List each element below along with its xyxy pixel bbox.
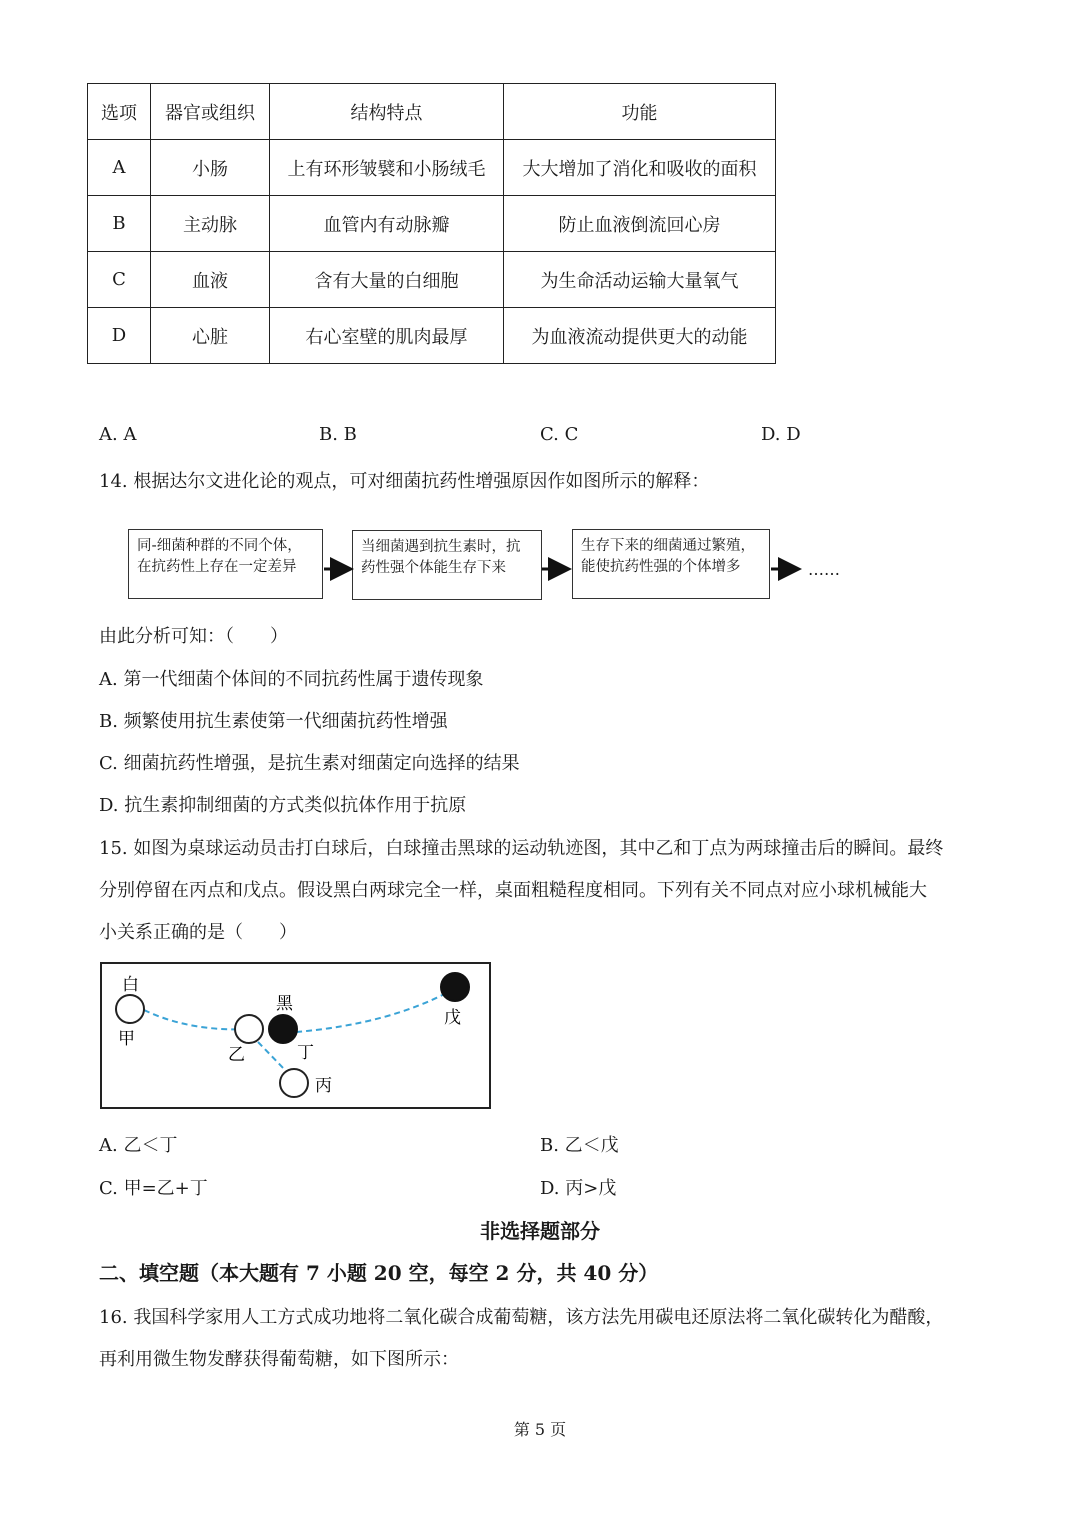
label-jia: 甲 xyxy=(118,1029,135,1049)
q15-stem-line3: 小关系正确的是（ ） xyxy=(99,922,297,943)
ball-yi xyxy=(235,1015,263,1043)
label-black: 黑 xyxy=(276,994,293,1014)
flow-box-3: 生存下来的细菌通过繁殖，能使抗药性强的个体增多 xyxy=(572,529,770,599)
table-header: 功能 xyxy=(504,84,776,140)
ball-bing xyxy=(280,1069,308,1097)
page-number: 第 5 页 xyxy=(513,1420,567,1439)
q14-option-b[interactable]: B. 频繁使用抗生素使第一代细菌抗药性增强 xyxy=(99,711,448,732)
table-cell: 防止血液倒流回心房 xyxy=(504,196,776,252)
comparison-table xyxy=(87,83,776,364)
label-wu: 戊 xyxy=(444,1008,461,1028)
table-cell: B xyxy=(88,196,151,252)
table-header: 选项 xyxy=(88,84,151,140)
q14-option-c[interactable]: C. 细菌抗药性增强，是抗生素对细菌定向选择的结果 xyxy=(99,753,520,774)
ball-jia xyxy=(116,995,144,1023)
q15-option-d[interactable]: D. 丙>戊 xyxy=(540,1178,617,1199)
table-cell: 心脏 xyxy=(151,308,270,364)
table-cell: C xyxy=(88,252,151,308)
table-header: 器官或组织 xyxy=(151,84,270,140)
q16-line1: 16. 我国科学家用人工方式成功地将二氧化碳合成葡萄糖，该方法先用碳电还原法将二氧化碳转化为醋酸， xyxy=(99,1307,944,1328)
label-bing: 丙 xyxy=(315,1076,332,1096)
q15-option-a[interactable]: A. 乙＜丁 xyxy=(99,1135,178,1156)
table-cell: 血液 xyxy=(151,252,270,308)
table-header-row xyxy=(88,84,776,140)
billiard-diagram xyxy=(100,962,492,1110)
table-cell: 为血液流动提供更大的动能 xyxy=(504,308,776,364)
table-row xyxy=(88,140,776,196)
table-cell: 小肠 xyxy=(151,140,270,196)
ball-ding xyxy=(269,1015,297,1043)
q13-option-d[interactable]: D. D xyxy=(761,424,801,445)
q14-option-a[interactable]: A. 第一代细菌个体间的不同抗药性属于遗传现象 xyxy=(99,669,484,690)
table-cell: A xyxy=(88,140,151,196)
flow-ellipsis: …… xyxy=(808,560,840,579)
table-cell: D xyxy=(88,308,151,364)
table-cell: 上有环形皱襞和小肠绒毛 xyxy=(270,140,504,196)
q14-prompt: 由此分析可知：（ ） xyxy=(99,626,288,647)
q13-option-c[interactable]: C. C xyxy=(540,424,579,445)
table-cell: 含有大量的白细胞 xyxy=(270,252,504,308)
table-row xyxy=(88,308,776,364)
ball-wu xyxy=(441,973,469,1001)
label-white: 白 xyxy=(122,975,139,995)
table-cell: 右心室壁的肌肉最厚 xyxy=(270,308,504,364)
flow-box-2: 当细菌遇到抗生素时，抗药性强个体能生存下来 xyxy=(352,530,542,600)
q16-line2: 再利用微生物发酵获得葡萄糖，如下图所示： xyxy=(99,1349,459,1370)
label-yi: 乙 xyxy=(228,1045,245,1065)
section-heading: 二、填空题（本大题有 7 小题 20 空，每空 2 分，共 40 分） xyxy=(99,1261,659,1285)
flow-box-1: 同-细菌种群的不同个体，在抗药性上存在一定差异 xyxy=(128,529,323,599)
q15-option-b[interactable]: B. 乙＜戊 xyxy=(540,1135,619,1156)
q14-option-d[interactable]: D. 抗生素抑制细菌的方式类似抗体作用于抗原 xyxy=(99,795,467,816)
q15-option-c[interactable]: C. 甲=乙+丁 xyxy=(99,1178,208,1199)
q13-option-a[interactable]: A. A xyxy=(99,424,137,445)
q15-stem-line1: 15. 如图为桌球运动员击打白球后，白球撞击黑球的运动轨迹图，其中乙和丁点为两球撞击后的瞬间。最终 xyxy=(99,838,944,859)
table-cell: 血管内有动脉瓣 xyxy=(270,196,504,252)
flow-arrows xyxy=(320,555,840,585)
q13-option-b[interactable]: B. B xyxy=(319,424,357,445)
table-cell: 为生命活动运输大量氧气 xyxy=(504,252,776,308)
table-row xyxy=(88,196,776,252)
table-cell: 主动脉 xyxy=(151,196,270,252)
q15-stem-line2: 分别停留在丙点和戊点。假设黑白两球完全一样，桌面粗糙程度相同。下列有关不同点对应小球机械能大 xyxy=(99,880,927,901)
label-ding: 丁 xyxy=(297,1043,314,1063)
q14-stem: 14. 根据达尔文进化论的观点，可对细菌抗药性增强原因作如图所示的解释： xyxy=(99,471,710,492)
table-cell: 大大增加了消化和吸收的面积 xyxy=(504,140,776,196)
table-header: 结构特点 xyxy=(270,84,504,140)
table-row xyxy=(88,252,776,308)
section-title: 非选择题部分 xyxy=(480,1219,600,1243)
